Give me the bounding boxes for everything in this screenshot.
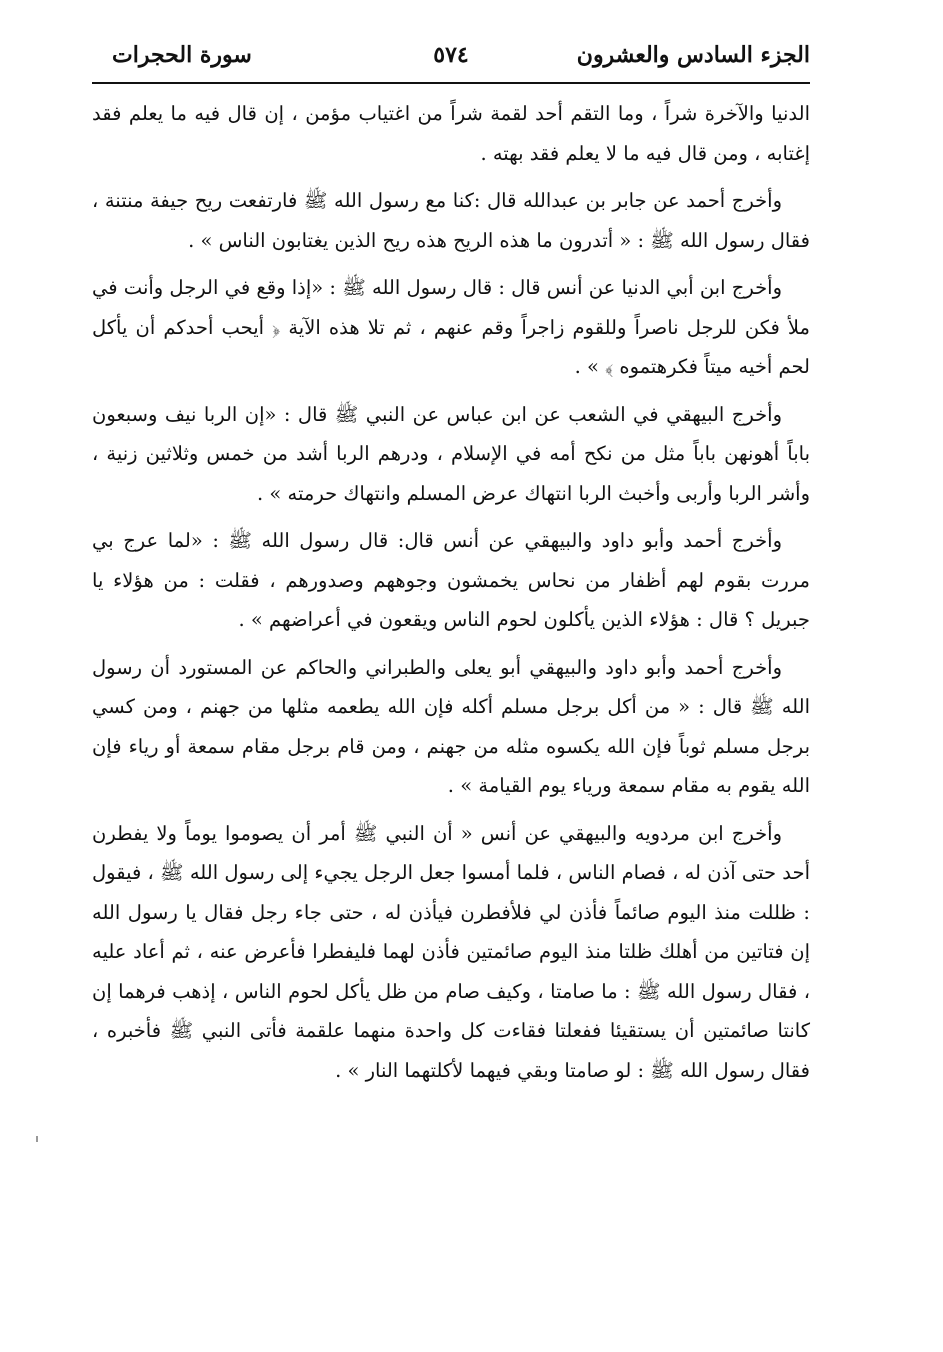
page bbox=[92, 30, 810, 1330]
part-title: الجزء السادس والعشرون bbox=[576, 42, 810, 68]
paragraph-4: وأخرج البيهقي في الشعب عن ابن عباس عن النبي ﷺ قال : «إن الربا نيف وسبعون باباً أهونهن باباً مثل من نكح أمه في الإسلام ، ودرهم الربا أشد من خمس وثلاثين زنية ، وأشر الربا وأربى وأخبث الربا انتهاك عرض المسلم وانتهاك حرمته » . bbox=[92, 402, 810, 505]
paragraph-7: وأخرج ابن مردويه والبيهقي عن أنس « أن النبي ﷺ أمر أن يصوموا يوماً ولا يفطرن أحد حتى آذن له ، فصام الناس ، فلما أمسوا جعل الرجل يجيء إلى رسول الله ﷺ ، فيقول : ظللت منذ اليوم صائماً فأذن لي فلأفطرن فيأذن له ، حتى جاء رجل فقال يا رسول الله إن فتاتين من أهلك ظلتا منذ اليوم صائمتين فأذن لهما فليفطرا فأعرض عنه ، ثم أعاد عليه ، فقال رسول الله ﷺ : ما صامتا ، وكيف صام من ظل يأكل لحوم الناس ، إذهب فرهما إن كانتا صائمتين أن يستقيئا ففعلتا فقاءت كل واحدة منهما علقمة فأتى النبي ﷺ فأخبره ، فقال رسول الله ﷺ : لو صامتا وبقي فيهما لأكلتهما النار » . bbox=[92, 821, 810, 1082]
paragraph-5: وأخرج أحمد وأبو داود والبيهقي عن أنس قال: قال رسول الله ﷺ : «لما عرج بي مررت بقوم لهم أظفار من نحاس يخمشون وجوههم وصدورهم ، فقلت : من هؤلاء يا جبريل ؟ قال : هؤلاء الذين يأكلون لحوم الناس ويقعون في أعراضهم » . bbox=[92, 529, 810, 631]
page-body bbox=[92, 84, 810, 1090]
paragraph-3: وأخرج ابن أبي الدنيا عن أنس قال : قال رسول الله ﷺ : «إذا وقع في الرجل وأنت في ملأ فكن للرجل ناصراً وللقوم زاجراً وقم عنهم ، ثم تلا هذه الآية ﴿ أيحب أحدكم أن يأكل لحم أخيه ميتاً فكرهتموه ﴾ » . bbox=[92, 276, 810, 378]
scan-mark bbox=[36, 1136, 38, 1142]
paragraph-1: الدنيا والآخرة شراً ، وما التقم أحد لقمة شراً من اغتياب مؤمن ، إن قال فيه ما يعلم فقد إغتابه ، ومن قال فيه ما لا يعلم فقد بهته . bbox=[92, 102, 810, 165]
page-header bbox=[92, 30, 810, 84]
paragraph-6: وأخرج أحمد وأبو داود والبيهقي أبو يعلى والطبراني والحاكم عن المستورد أن رسول الله ﷺ قال : « من أكل برجل مسلم أكله فإن الله يطعمه مثلها من جهنم ، ومن كسي برجل مسلم ثوباً فإن الله يكسوه مثله من جهنم ، ومن قام برجل مقام سمعة أو رياء فإن الله يقوم به مقام سمعة ورياء يوم القيامة » . bbox=[92, 655, 810, 797]
page-number: ٥٧٤ bbox=[433, 42, 469, 68]
surah-title: سورة الحجرات bbox=[112, 42, 252, 68]
paragraph-2: وأخرج أحمد عن جابر بن عبدالله قال :كنا مع رسول الله ﷺ فارتفعت ريح جيفة منتنة ، فقال رسول الله ﷺ : « أتدرون ما هذه الريح هذه ريح الذين يغتابون الناس » . bbox=[92, 189, 810, 252]
